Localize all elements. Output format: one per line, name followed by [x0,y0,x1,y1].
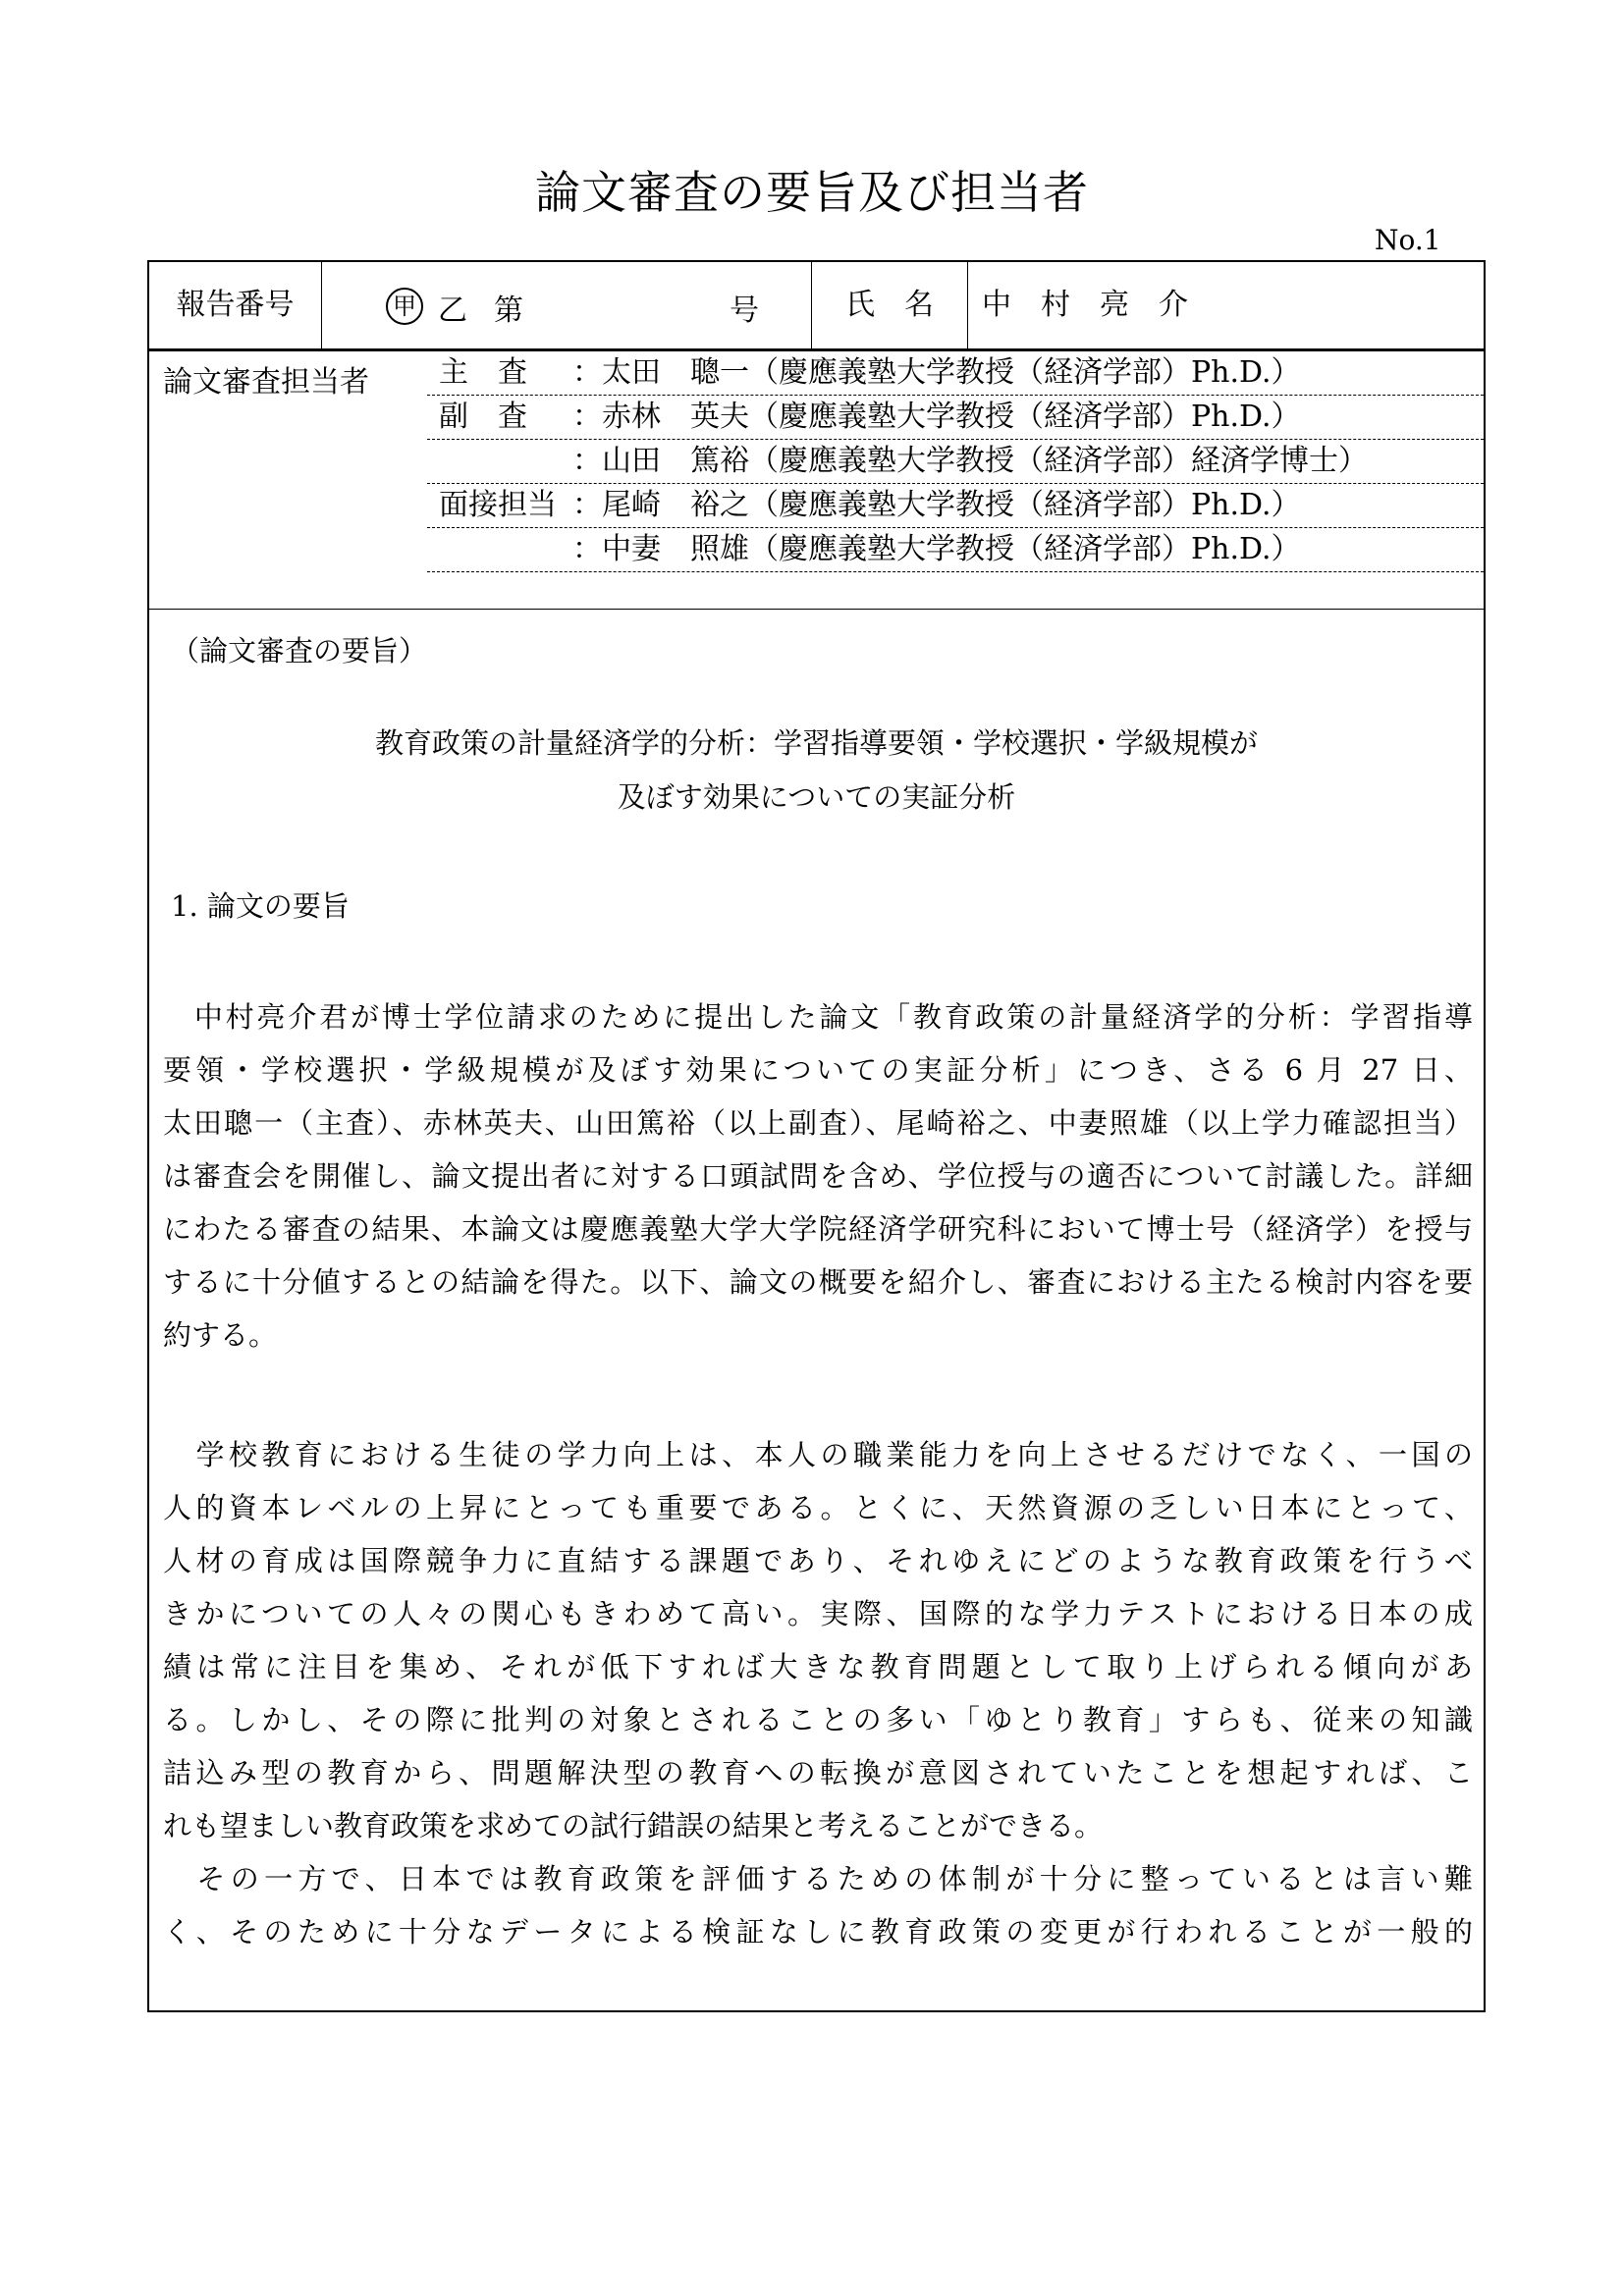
examiner-person: ：赤林 英夫（慶應義塾大学教授（経済学部）Ph.D.） [572,400,1301,434]
text-line: れも望ましい教育政策を求めての試行錯誤の結果と考えることができる。 [163,1809,1104,1842]
text-line: は審査会を開催し、論文提出者に対する口頭試問を含め、学位授与の適否について討議した。詳細 [163,1159,1473,1193]
paragraph [163,1428,1473,1852]
candidate-name: 中 村 亮 介 [982,288,1188,322]
summary-section-label: （論文審査の要旨） [171,634,428,667]
report-row [149,262,1484,351]
text-line: するに十分値するとの結論を得た。以下、論文の概要を紹介し、審査における主たる検討内容を要 [163,1265,1473,1299]
page-number: No.1 [1375,224,1441,256]
examiners-row [149,351,1484,610]
examiner-role: 面接担当 [439,488,557,522]
text-line: 太田聰一（主査）、赤林英夫、山田篤裕（以上副査）、尾崎裕之、中妻照雄（以上学力確認担当） [163,1106,1473,1140]
examiner-row [427,484,1484,528]
text-line: 中村亮介君が博士学位請求のために提出した論文「教育政策の計量経済学的分析：学習指導 [163,1000,1473,1034]
report-number-label: 報告番号 [149,262,322,348]
examiner-person: ：山田 篤裕（慶應義塾大学教授（経済学部）経済学博士） [572,444,1368,478]
examiners-label: 論文審査担当者 [163,365,369,400]
thesis-title-line: 教育政策の計量経済学的分析：学習指導要領・学校選択・学級規模が [374,726,1258,760]
text-line: 人材の育成は国際競争力に直結する課題であり、それゆえにどのような教育政策を行うべ [163,1544,1473,1577]
examiner-person: ：尾崎 裕之（慶應義塾大学教授（経済学部）Ph.D.） [572,488,1301,522]
paragraph [163,990,1473,1362]
section-heading: 1. 論文の要旨 [171,889,350,923]
text-line: る。しかし、その際に批判の対象とされることの多い「ゆとり教育」すらも、従来の知識 [163,1703,1473,1736]
review-form [147,260,1486,2012]
go-label: 号 [730,294,759,328]
text-line: 人的資本レベルの上昇にとっても重要である。とくに、天然資源の乏しい日本にとって、 [163,1491,1473,1524]
thesis-title-line: 及ぼす効果についての実証分析 [617,780,1016,814]
report-number-field [322,262,812,348]
name-label: 氏 名 [812,262,968,348]
text-line: きかについての人々の関心もきわめて高い。実際、国際的な学力テストにおける日本の成 [163,1597,1473,1630]
text-line: その一方で、日本では教育政策を評価するための体制が十分に整っているとは言い難 [163,1862,1473,1896]
examiner-row [427,351,1484,396]
text-line: にわたる審査の結果、本論文は慶應義塾大学大学院経済学研究科において博士号（経済学）を授与 [163,1212,1473,1246]
examiner-row [427,396,1484,440]
examiner-person: ：太田 聰一（慶應義塾大学教授（経済学部）Ph.D.） [572,355,1301,390]
document-title: 論文審査の要旨及び担当者 [535,166,1089,219]
text-line: 要領・学校選択・学級規模が及ぼす効果についての実証分析」につき、さる 6 月 27 日、 [163,1053,1473,1087]
text-line: く、そのために十分なデータによる検証なしに教育政策の変更が行われることが一般的 [163,1915,1473,1949]
text-line: 績は常に注目を集め、それが低下すれば大きな教育問題として取り上げられる傾向があ [163,1650,1473,1683]
otsu-label: 乙 [438,294,467,328]
kou-circled: 甲 [386,288,423,325]
examiner-row [427,528,1484,572]
paragraph [163,1852,1473,1958]
text-line: 約する。 [163,1318,278,1352]
examiner-role: 主 査 [439,355,527,390]
examiner-role: 副 査 [439,400,527,434]
examiner-row [427,440,1484,484]
dai-label: 第 [494,294,523,328]
text-line: 詰込み型の教育から、問題解決型の教育への転換が意図されていたことを想起すれば、こ [163,1756,1473,1789]
examiner-person: ：中妻 照雄（慶應義塾大学教授（経済学部）Ph.D.） [572,532,1301,566]
text-line: 学校教育における生徒の学力向上は、本人の職業能力を向上させるだけでなく、一国の [163,1438,1473,1471]
